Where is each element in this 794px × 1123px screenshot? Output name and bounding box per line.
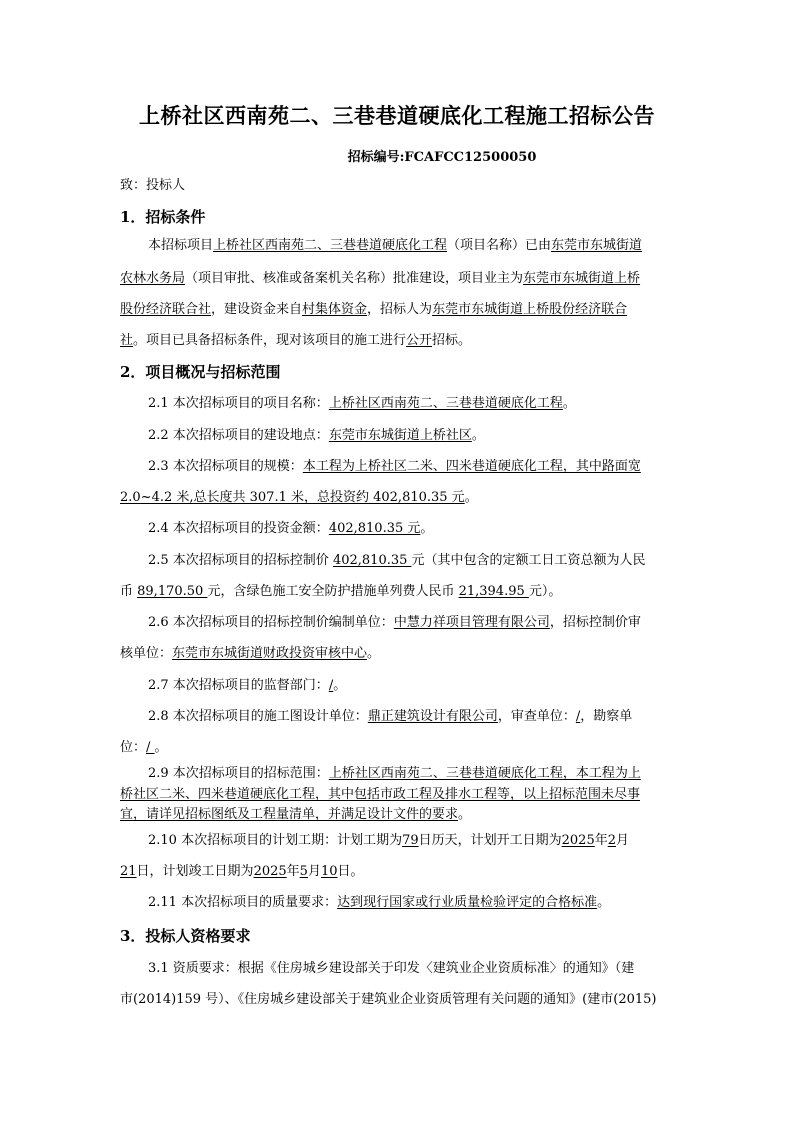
section-2-heading: 2．项目概况与招标范围	[120, 363, 281, 381]
s2-item-2-8: 2.8 本次招标项目的施工图设计单位：鼎正建筑设计有限公司，审查单位：/，勘察单	[148, 709, 633, 724]
page-title: 上桥社区西南苑二、三巷巷道硬底化工程施工招标公告	[139, 103, 655, 128]
section-1-heading: 1．招标条件	[120, 208, 206, 226]
s2-item-2-1: 2.1 本次招标项目的项目名称：上桥社区西南苑二、三巷巷道硬底化工程。	[148, 396, 576, 411]
s2-item-2-11: 2.11 本次招标项目的质量要求：达到现行国家或行业质量检验评定的合格标准。	[148, 895, 611, 910]
s2-item-2-4: 2.4 本次招标项目的投资金额：402,810.35 元。	[148, 521, 434, 536]
s2-item-2-9-cont-2: 宜，请详见招标图纸及工程量清单，并满足设计文件的要求。	[120, 807, 472, 822]
s2-item-2-7: 2.7 本次招标项目的监督部门：/。	[148, 678, 347, 693]
bid-number-value: FCAFCC12500050	[404, 150, 537, 165]
s2-item-2-9-cont-1: 桥社区二米、四米巷道硬底化工程，其中包括市政工程及排水工程等，以上招标范围未尽事	[120, 787, 641, 802]
s3-item-3-1-cont: 市(2014)159 号）、《住房城乡建设部关于建筑业企业资质管理有关问题的通知》(建市(2015)	[120, 992, 657, 1007]
s2-item-2-8-cont: 位：/ 。	[120, 740, 168, 755]
bid-number-label: 招标编号:	[347, 150, 405, 165]
s2-item-2-2: 2.2 本次招标项目的建设地点：东莞市东城街道上桥社区。	[148, 428, 485, 443]
s2-item-2-10-cont: 21日，计划竣工日期为2025年5月10日。	[120, 864, 364, 879]
bid-number	[0, 146, 794, 165]
s1-line-1: 本招标项目上桥社区西南苑二、三巷巷道硬底化工程（项目名称）已由东莞市东城街道	[148, 238, 643, 253]
s1-line-2: 农林水务局（项目审批、核准或备案机关名称）批准建设，项目业主为东莞市东城街道上桥	[120, 271, 641, 286]
s2-item-2-6-cont: 核单位：东莞市东城街道财政投资审核中心。	[120, 646, 381, 661]
s1-line-4: 社。项目已具备招标条件，现对该项目的施工进行公开招标。	[120, 333, 472, 348]
s2-item-2-3-cont: 2.0~4.2 米,总长度共 307.1 米，总投资约 402,810.35 元。	[120, 490, 478, 505]
s2-item-2-5-cont: 币 89,170.50 元，含绿色施工安全防护措施单列费人民币 21,394.95 元）。	[120, 584, 562, 599]
s2-item-2-5: 2.5 本次招标项目的招标控制价 402,810.35 元（其中包含的定额工日工资总额为人民	[148, 553, 646, 568]
greeting: 致：投标人	[120, 178, 186, 193]
s2-item-2-6: 2.6 本次招标项目的招标控制价编制单位：中慧力祥项目管理有限公司，招标控制价审	[148, 615, 641, 630]
section-3-heading: 3．投标人资格要求	[120, 927, 251, 945]
s1-line-3: 股份经济联合社，建设资金来自村集体资金，招标人为东莞市东城街道上桥股份经济联合	[120, 302, 628, 317]
s2-item-2-9: 2.9 本次招标项目的招标范围：上桥社区西南苑二、三巷巷道硬底化工程，本工程为上	[148, 766, 641, 781]
s2-item-2-10: 2.10 本次招标项目的计划工期：计划工期为79日历天，计划开工日期为2025年2月	[148, 833, 630, 848]
s2-item-2-3: 2.3 本次招标项目的规模：本工程为上桥社区二米、四米巷道硬底化工程，其中路面宽	[148, 459, 641, 474]
s3-item-3-1: 3.1 资质要求：根据《住房城乡建设部关于印发〈建筑业企业资质标准〉的通知》（建	[148, 961, 635, 976]
